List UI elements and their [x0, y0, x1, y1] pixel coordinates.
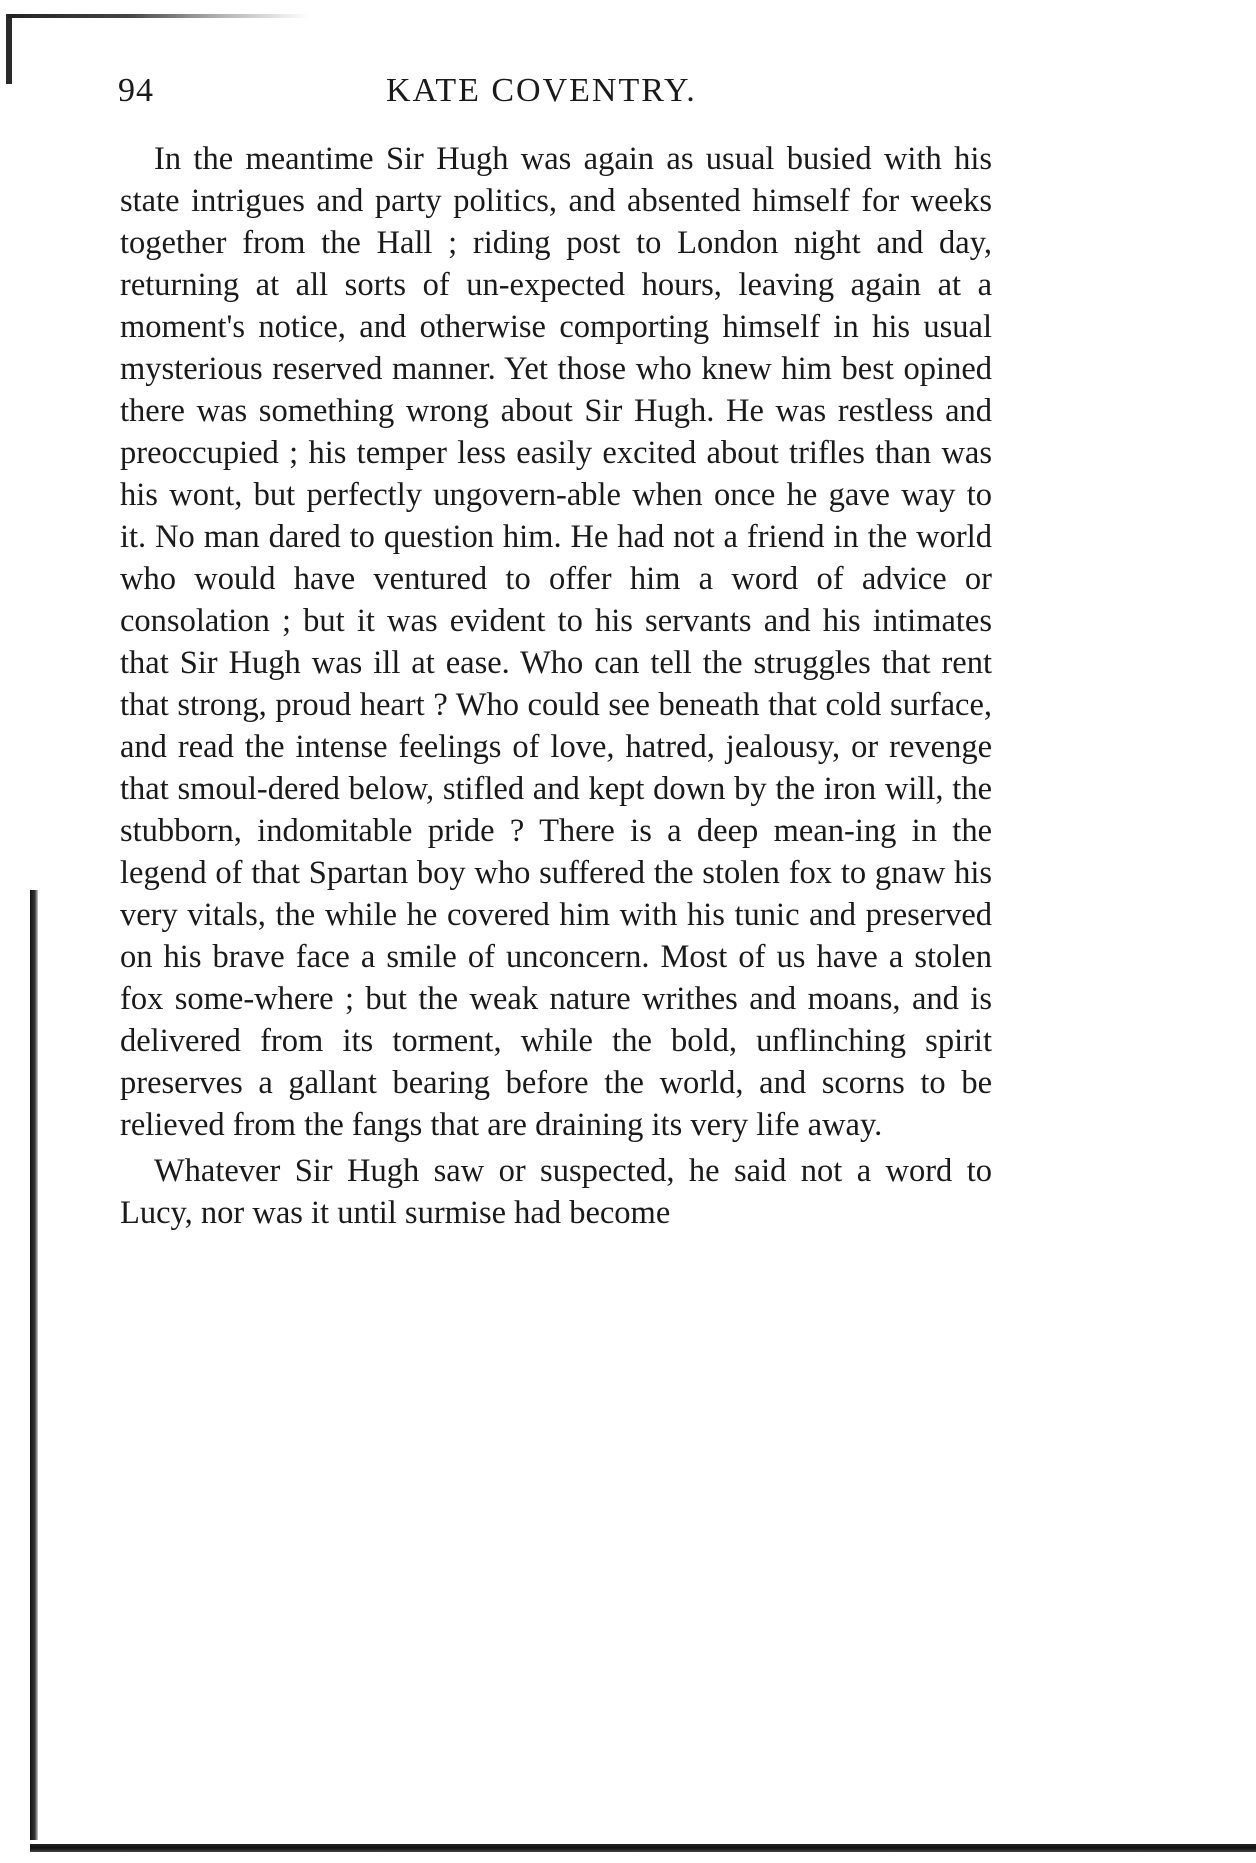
paragraph: Whatever Sir Hugh saw or suspected, he said not a word to Lucy, nor was it until surmise had become [120, 1153, 992, 1231]
scan-left-edge [30, 890, 38, 1840]
scan-edge-mark [6, 14, 12, 84]
body-text [120, 138, 992, 1234]
scan-top-edge [8, 14, 308, 18]
running-title: KATE COVENTRY. [386, 72, 697, 109]
page-number: 94 [118, 72, 154, 109]
running-head [118, 72, 998, 122]
paragraph: In the meantime Sir Hugh was again as usual busied with his state intrigues and party politics, and absented himself for weeks together from the Hall ; riding post to London night and day, returning at all sorts of un-expected hours, leaving again at a moment's notice, and otherwise comporting himself in his usual mysterious reserved manner. Yet those who knew him best opined there was something wrong about Sir Hugh. He was restless and preoccupied ; his temper less easily excited about trifles than was his wont, but perfectly ungovern-able when once he gave way to it. No man dared to question him. He had not a friend in the world who would have ventured to offer him a word of advice or consolation ; but it was evident to his servants and his intimates that Sir Hugh was ill at ease. Who can tell the struggles that rent that strong, proud heart ? Who could see beneath that cold surface, and read the intense feelings of love, hatred, jealousy, or revenge that smoul-dered below, stifled and kept down by the iron will, the stubborn, indomitable pride ? There is a deep mean-ing in the legend of that Spartan boy who suffered the stolen fox to gnaw his very vitals, the while he covered him with his tunic and preserved on his brave face a smile of unconcern. Most of us have a stolen fox some-where ; but the weak nature writhes and moans, and is delivered from its torment, while the bold, unflinching spirit preserves a gallant bearing before the world, and scorns to be relieved from the fangs that are draining its very life away. [120, 141, 992, 1143]
scan-bottom-edge [30, 1844, 1256, 1852]
